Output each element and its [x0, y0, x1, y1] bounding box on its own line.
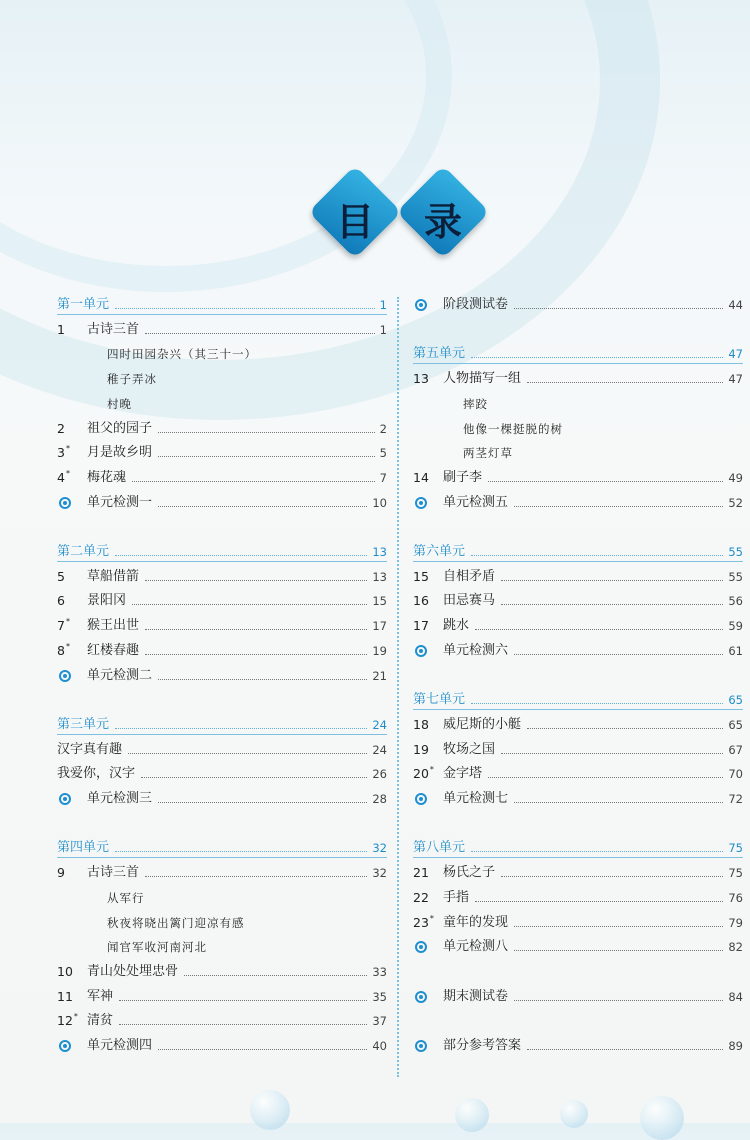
toc-entry[interactable]: [413, 709, 743, 733]
entry-title: 汉字真有趣: [57, 741, 123, 757]
dot-leader: [501, 876, 723, 877]
page-number: 47: [728, 372, 743, 387]
page-number: 1: [379, 322, 387, 337]
entry-title: 威尼斯的小艇: [443, 716, 522, 732]
lesson-number: 8 *: [57, 643, 87, 659]
page-number: 32: [372, 866, 387, 881]
page-number: 49: [728, 470, 743, 485]
entry-title: 从军行: [107, 890, 145, 905]
dot-leader: [488, 777, 723, 778]
page-number: 89: [728, 1039, 743, 1053]
entry-title: 童年的发现: [443, 914, 509, 930]
lesson-number: 22: [413, 889, 429, 905]
toc-test-entry[interactable]: [57, 1030, 387, 1054]
dot-leader: [132, 604, 367, 605]
dot-leader: [145, 333, 375, 334]
toc-test-entry[interactable]: [413, 931, 743, 955]
entry-title: 第二单元: [57, 544, 110, 559]
toc-entry[interactable]: [413, 882, 743, 906]
dot-leader: [475, 629, 723, 630]
entry-title: 闻官军收河南河北: [107, 940, 207, 955]
lesson-number: 10: [57, 963, 73, 979]
toc-entry[interactable]: [57, 462, 387, 486]
entry-title: 自相矛盾: [443, 568, 496, 584]
optional-star-mark: *: [65, 444, 70, 454]
page-number: 26: [372, 767, 387, 782]
entry-title: 金字塔: [443, 766, 483, 782]
entry-title: 牧场之国: [443, 741, 496, 757]
dot-leader: [158, 432, 375, 433]
toc-entry[interactable]: [57, 734, 387, 758]
dot-leader: [145, 876, 367, 877]
entry-title: 第一单元: [57, 297, 110, 312]
lesson-number: 2: [57, 420, 65, 436]
dot-leader: [514, 950, 723, 951]
dot-leader: [514, 802, 723, 803]
dot-leader: [184, 975, 367, 976]
entry-title: 单元检测八: [443, 939, 509, 955]
entry-title: 第七单元: [413, 692, 466, 708]
lesson-number: 23 *: [413, 915, 443, 931]
toc-subitem[interactable]: [57, 882, 387, 906]
toc-test-entry[interactable]: [413, 487, 743, 511]
entry-title: 秋夜将晓出篱门迎凉有感: [107, 915, 245, 930]
page-number: 21: [372, 668, 387, 683]
page-number: 55: [728, 545, 743, 559]
entry-title: 景阳冈: [87, 593, 127, 609]
entry-title: 第三单元: [57, 716, 110, 732]
optional-star-mark: *: [65, 617, 70, 627]
dot-leader: [158, 802, 367, 803]
lesson-number: 12 *: [57, 1013, 87, 1029]
dot-leader: [501, 580, 723, 581]
toc-entry[interactable]: [413, 561, 743, 585]
toc-entry[interactable]: [413, 758, 743, 782]
toc-unit-heading[interactable]: [57, 289, 387, 313]
page-number: 65: [728, 693, 743, 708]
dot-leader: [115, 851, 367, 852]
dot-leader: [145, 629, 367, 630]
entry-title: 单元检测五: [443, 494, 509, 510]
page-number: 13: [372, 545, 387, 559]
page-number: 13: [372, 569, 387, 584]
toc-subitem[interactable]: [57, 388, 387, 412]
entry-title: 军神: [87, 988, 114, 1004]
target-icon: [59, 670, 71, 682]
page-number: 44: [728, 298, 743, 312]
entry-title: 草船借箭: [87, 568, 140, 584]
dot-leader: [527, 382, 723, 383]
toc-test-entry[interactable]: [57, 783, 387, 807]
dot-leader: [115, 728, 367, 729]
page-number: 82: [728, 940, 743, 955]
toc-subitem[interactable]: [57, 363, 387, 387]
entry-title: 古诗三首: [87, 865, 140, 881]
dot-leader: [514, 506, 723, 507]
page-number: 59: [728, 619, 743, 634]
dot-leader: [475, 901, 723, 902]
toc-subitem[interactable]: [413, 413, 743, 437]
entry-title: 跳水: [443, 618, 470, 634]
toc-subitem[interactable]: [57, 907, 387, 931]
dot-leader: [514, 1000, 723, 1001]
toc-unit-heading[interactable]: [413, 536, 743, 560]
entry-title: 单元检测一: [87, 494, 153, 510]
entry-title: 两茎灯草: [463, 446, 513, 461]
toc-subitem[interactable]: [57, 338, 387, 362]
dot-leader: [471, 703, 723, 704]
target-icon: [59, 793, 71, 805]
lesson-number: 19: [413, 741, 429, 757]
toc-entry[interactable]: [57, 635, 387, 659]
decorative-bubble: [455, 1098, 489, 1132]
dot-leader: [132, 481, 375, 482]
toc-entry[interactable]: [57, 437, 387, 461]
page-number: 28: [372, 792, 387, 806]
page-number: 75: [728, 841, 743, 856]
dot-leader: [501, 753, 723, 754]
lesson-number: 9: [57, 865, 65, 881]
page-number: 70: [728, 767, 743, 782]
toc-unit-heading[interactable]: [413, 338, 743, 362]
page-number: 67: [728, 742, 743, 757]
toc-unit-heading[interactable]: [413, 684, 743, 708]
lesson-number: 6: [57, 593, 65, 609]
entry-title: 杨氏之子: [443, 865, 496, 881]
target-icon: [59, 497, 71, 509]
entry-title: 阶段测试卷: [443, 297, 509, 312]
lesson-number: 21: [413, 865, 429, 881]
target-icon: [415, 793, 427, 805]
entry-title: 单元检测六: [443, 642, 509, 658]
page-number: 52: [728, 495, 743, 510]
toc-entry[interactable]: [413, 585, 743, 609]
optional-star-mark: *: [65, 468, 70, 478]
page-number: 7: [379, 470, 387, 485]
dot-leader: [119, 1000, 367, 1001]
lesson-number: 11: [57, 988, 73, 1004]
entry-title: 摔跤: [463, 396, 488, 411]
lesson-number: 20 *: [413, 766, 443, 782]
dot-leader: [514, 926, 723, 927]
entry-title: 猴王出世: [87, 618, 140, 634]
entry-title: 田忌赛马: [443, 593, 496, 609]
entry-title: 人物描写一组: [443, 371, 522, 387]
dot-leader: [471, 555, 723, 556]
dot-leader: [471, 851, 723, 852]
entry-title: 第四单元: [57, 840, 110, 856]
page-number: 5: [379, 446, 387, 461]
optional-star-mark: *: [429, 765, 434, 775]
toc-unit-heading[interactable]: [57, 832, 387, 856]
dot-leader: [514, 308, 723, 309]
toc-unit-heading[interactable]: [413, 832, 743, 856]
page-number: 33: [372, 964, 387, 979]
dot-leader: [145, 654, 367, 655]
title-char-2: 录: [423, 200, 462, 244]
lesson-number: 18: [413, 716, 429, 732]
column-divider: [397, 297, 399, 1077]
entry-title: 期末测试卷: [443, 988, 509, 1004]
page-number: 55: [728, 569, 743, 584]
dot-leader: [119, 1024, 367, 1025]
toc-entry[interactable]: [57, 561, 387, 585]
entry-title: 第六单元: [413, 544, 466, 559]
target-icon: [415, 991, 427, 1003]
entry-title: 红楼春趣: [87, 642, 140, 658]
decorative-bubble: [640, 1096, 684, 1140]
target-icon: [415, 497, 427, 509]
entry-title: 他像一棵挺脱的树: [463, 421, 563, 436]
lesson-number: 15: [413, 568, 429, 584]
toc-test-entry[interactable]: [57, 660, 387, 684]
page-number: 84: [728, 989, 743, 1004]
dot-leader: [471, 357, 723, 358]
entry-title: 单元检测三: [87, 791, 153, 806]
toc-entry[interactable]: [57, 857, 387, 881]
entry-title: 我爱你，汉字: [57, 766, 136, 782]
lesson-number: 17: [413, 618, 429, 634]
toc-test-entry[interactable]: [413, 289, 743, 313]
dot-leader: [145, 580, 367, 581]
entry-title: 手指: [443, 889, 470, 905]
decorative-bubble: [560, 1100, 588, 1128]
toc-entry[interactable]: [413, 734, 743, 758]
toc-entry[interactable]: [57, 314, 387, 338]
target-icon: [415, 941, 427, 953]
title-char-1: 目: [335, 200, 374, 244]
entry-title: 单元检测二: [87, 667, 153, 683]
page-number: 24: [372, 742, 387, 757]
dot-leader: [115, 555, 367, 556]
page-number: 24: [372, 717, 387, 732]
lesson-number: 16: [413, 593, 429, 609]
entry-title: 梅花魂: [87, 469, 127, 485]
page-number: 65: [728, 717, 743, 732]
entry-title: 清贫: [87, 1013, 114, 1029]
dot-leader: [158, 679, 367, 680]
page-number: 75: [728, 866, 743, 881]
page-number: 19: [372, 643, 387, 658]
page-number: 37: [372, 1014, 387, 1029]
toc-subitem[interactable]: [413, 388, 743, 412]
target-icon: [415, 645, 427, 657]
dot-leader: [514, 654, 723, 655]
dot-leader: [158, 1049, 367, 1050]
page-number: 72: [728, 792, 743, 806]
lesson-number: 3 *: [57, 445, 87, 461]
dot-leader: [527, 728, 723, 729]
entry-title: 村晚: [107, 396, 132, 411]
dot-leader: [158, 456, 375, 457]
dot-leader: [527, 1049, 723, 1050]
lesson-number: 1: [57, 321, 65, 337]
toc-test-entry[interactable]: [413, 1030, 743, 1054]
toc-unit-heading[interactable]: [57, 536, 387, 560]
toc-entry[interactable]: [57, 981, 387, 1005]
toc-test-entry[interactable]: [57, 487, 387, 511]
page-number: 56: [728, 594, 743, 609]
lesson-number: 13: [413, 371, 429, 387]
toc-test-entry[interactable]: [413, 783, 743, 807]
toc-entry[interactable]: [57, 758, 387, 782]
page-number: 17: [372, 619, 387, 634]
toc-entry[interactable]: [413, 462, 743, 486]
optional-star-mark: *: [65, 641, 70, 651]
dot-leader: [115, 308, 375, 309]
lesson-number: 14: [413, 469, 429, 485]
entry-title: 单元检测七: [443, 791, 509, 806]
entry-title: 古诗三首: [87, 321, 140, 337]
page-number: 2: [379, 421, 387, 436]
page-number: 1: [379, 298, 387, 312]
toc-entry[interactable]: [57, 956, 387, 980]
dot-leader: [128, 753, 367, 754]
entry-title: 青山处处埋忠骨: [87, 963, 179, 979]
target-icon: [415, 1040, 427, 1052]
entry-title: 刷子李: [443, 469, 483, 485]
page-number: 15: [372, 594, 387, 609]
toc-entry[interactable]: [57, 610, 387, 634]
toc-entry[interactable]: [57, 1005, 387, 1029]
toc-entry[interactable]: [413, 363, 743, 387]
entry-title: 第五单元: [413, 346, 466, 362]
entry-title: 祖父的园子: [87, 420, 153, 436]
toc-entry[interactable]: [413, 857, 743, 881]
entry-title: 第八单元: [413, 840, 466, 856]
lesson-number: 7 *: [57, 618, 87, 634]
toc-entry[interactable]: [57, 585, 387, 609]
optional-star-mark: *: [73, 1012, 78, 1022]
page-number: 35: [372, 989, 387, 1004]
page-number: 10: [372, 495, 387, 510]
entry-title: 月是故乡明: [87, 445, 153, 461]
target-icon: [59, 1040, 71, 1052]
lesson-number: 4 *: [57, 470, 87, 486]
decorative-bubble: [250, 1090, 290, 1130]
dot-leader: [158, 506, 367, 507]
toc-entry[interactable]: [57, 413, 387, 437]
page-title: [316, 179, 476, 255]
page-number: 47: [728, 347, 743, 362]
toc-subitem[interactable]: [57, 931, 387, 955]
lesson-number: 5: [57, 568, 65, 584]
toc-entry[interactable]: [413, 907, 743, 931]
page-number: 40: [372, 1039, 387, 1053]
toc-test-entry[interactable]: [413, 981, 743, 1005]
page-number: 79: [728, 915, 743, 930]
dot-leader: [488, 481, 723, 482]
dot-leader: [501, 604, 723, 605]
entry-title: 四时田园杂兴（其三十一）: [107, 347, 257, 362]
page-number: 76: [728, 890, 743, 905]
page-number: 61: [728, 643, 743, 658]
toc-test-entry[interactable]: [413, 635, 743, 659]
optional-star-mark: *: [429, 913, 434, 923]
toc-entry[interactable]: [413, 610, 743, 634]
entry-title: 部分参考答案: [443, 1038, 522, 1053]
target-icon: [415, 299, 427, 311]
page-number: 32: [372, 841, 387, 856]
entry-title: 单元检测四: [87, 1038, 153, 1053]
toc-subitem[interactable]: [413, 437, 743, 461]
entry-title: 稚子弄冰: [107, 372, 157, 387]
dot-leader: [141, 777, 367, 778]
toc-unit-heading[interactable]: [57, 709, 387, 733]
